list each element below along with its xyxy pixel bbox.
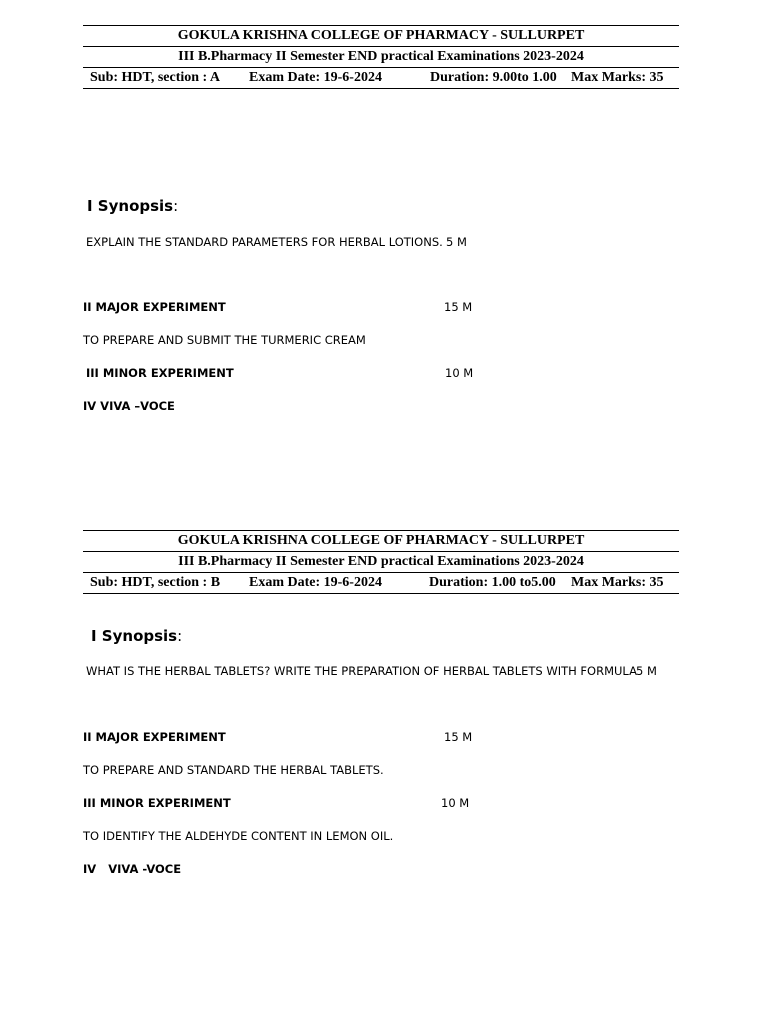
minor-experiment-marks: 10 M — [445, 366, 474, 380]
duration: Duration: 9.00to 1.00 — [430, 70, 557, 85]
major-experiment-task: TO PREPARE AND STANDARD THE HERBAL TABLETS. — [83, 763, 384, 777]
minor-experiment-heading: III MINOR EXPERIMENT — [86, 366, 234, 380]
exam-header — [83, 530, 679, 594]
subject-label: Sub: HDT, section : B — [90, 575, 221, 590]
exam-date: Exam Date: 19-6-2024 — [249, 575, 382, 590]
exam-date: Exam Date: 19-6-2024 — [249, 70, 382, 85]
minor-experiment-marks: 10 M — [441, 796, 470, 810]
major-experiment-marks: 15 M — [444, 730, 473, 744]
major-experiment-marks: 15 M — [444, 300, 473, 314]
major-experiment-task: TO PREPARE AND SUBMIT THE TURMERIC CREAM — [83, 333, 366, 347]
college-name: GOKULA KRISHNA COLLEGE OF PHARMACY - SULLURPET — [83, 530, 679, 551]
minor-experiment-heading: III MINOR EXPERIMENT — [83, 796, 231, 810]
synopsis-marks: 5 M — [446, 235, 467, 249]
exam-details-row — [83, 572, 679, 594]
exam-details-row — [83, 67, 679, 89]
minor-experiment-task: TO IDENTIFY THE ALDEHYDE CONTENT IN LEMON OIL. — [83, 829, 394, 843]
subject-label: Sub: HDT, section : A — [90, 70, 221, 85]
exam-title: III B.Pharmacy II Semester END practical Examinations 2023-2024 — [83, 46, 679, 67]
duration: Duration: 1.00 to5.00 — [429, 575, 556, 590]
synopsis-heading: I Synopsis: — [87, 197, 179, 215]
major-experiment-heading: II MAJOR EXPERIMENT — [83, 730, 226, 744]
exam-header — [83, 25, 679, 89]
viva-voce-heading: IV VIVA –VOCE — [83, 399, 175, 413]
max-marks: Max Marks: 35 — [571, 70, 664, 85]
major-experiment-heading: II MAJOR EXPERIMENT — [83, 300, 226, 314]
synopsis-question: EXPLAIN THE STANDARD PARAMETERS FOR HERBAL LOTIONS. — [86, 235, 443, 249]
exam-title: III B.Pharmacy II Semester END practical Examinations 2023-2024 — [83, 551, 679, 572]
synopsis-heading: I Synopsis: — [91, 627, 183, 645]
synopsis-marks: 5 M — [636, 664, 657, 678]
viva-voce-heading: IV VIVA -VOCE — [83, 862, 182, 876]
synopsis-question: WHAT IS THE HERBAL TABLETS? WRITE THE PREPARATION OF HERBAL TABLETS WITH FORMULA — [86, 664, 637, 678]
college-name: GOKULA KRISHNA COLLEGE OF PHARMACY - SULLURPET — [83, 25, 679, 46]
max-marks: Max Marks: 35 — [571, 575, 664, 590]
